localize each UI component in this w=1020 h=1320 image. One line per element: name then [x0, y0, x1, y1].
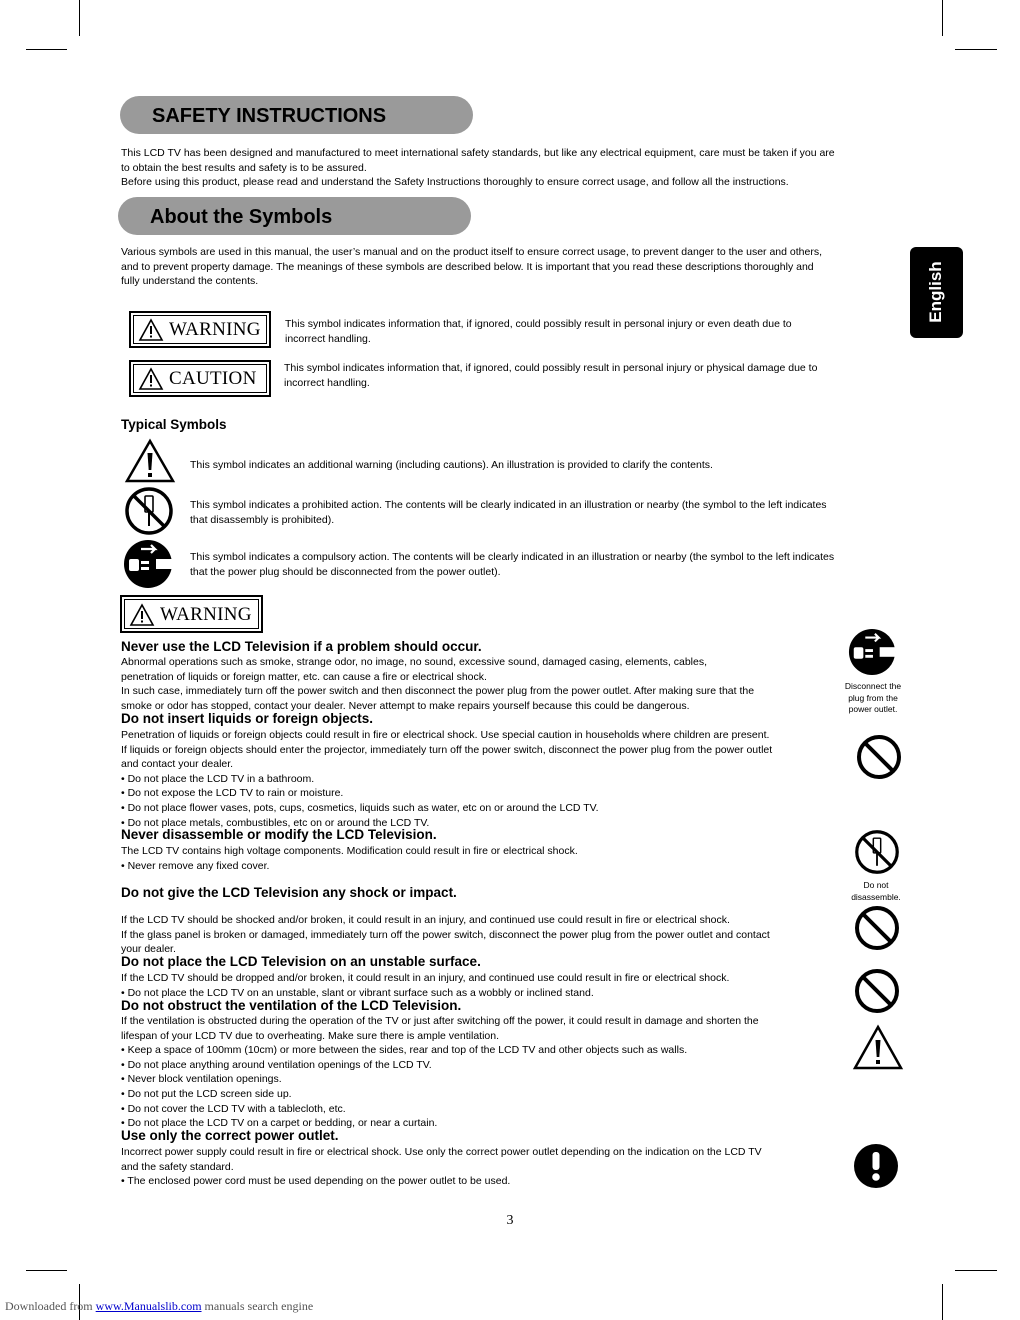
- crop-mark: [955, 1270, 997, 1271]
- safety-title-banner: [120, 96, 473, 134]
- typical-symbol-text-2: This symbol indicates a prohibited action. The contents will be clearly indicated in an illustration or nearby (the symbol to the left indicates that disassembly is prohibited).: [190, 499, 827, 526]
- crop-mark: [942, 0, 943, 36]
- warning-triangle-icon: [853, 1025, 903, 1070]
- caution-description: This symbol indicates information that, if ignored, could possibly result in personal injury or physical damage due to incorrect handling.: [284, 362, 818, 389]
- language-tab: [910, 247, 963, 338]
- section-body: The LCD TV contains high voltage components. Modification could result in fire or electrical shock. • Never remove any fixed cover.: [121, 845, 578, 872]
- section-body: If the LCD TV should be dropped and/or broken, it could result in an injury, and continued use could result in fire or electrical shock. • Do not place the LCD TV on an unstable, slant or vibrant surface such as a wobbly or inclined stand.: [121, 972, 730, 999]
- unplug-icon: [123, 539, 173, 589]
- section-heading: Do not insert liquids or foreign objects.: [121, 711, 374, 726]
- typical-symbols-heading: Typical Symbols: [121, 417, 227, 432]
- crop-mark: [955, 49, 997, 50]
- warning-section-sign: [120, 595, 263, 633]
- intro-text: This LCD TV has been designed and manufactured to meet international safety standards, but like any electrical equipment, care must be taken if you are to obtain the best results and safety is to be assured. Before using this product, please read and understand the Safety Instructions thoroughly to ensure correct usage, and follow all the instructions.: [121, 147, 835, 189]
- warning-section-word: WARNING: [160, 604, 252, 625]
- section-heading: Do not give the LCD Television any shock or impact.: [121, 885, 457, 900]
- section-body: If the ventilation is obstructed during the operation of the TV or just after switching off the power, it could result in damage and shorten the lifespan of your LCD TV due to overheating. Make sure there is ample ventilation. • Keep a space of 100mm (10cm) or more between the sides, rear and top of the LCD TV and other objects such as walls. • Do not place anything around ventilation openings of the LCD TV. • Never block ventilation openings. • Do not put the LCD screen side up. • Do not cover the LCD TV with a tablecloth, etc. • Do not place the LCD TV on a carpet or bedding, or near a curtain.: [121, 1015, 759, 1130]
- section-heading: Never use the LCD Television if a problem should occur.: [121, 639, 482, 654]
- section-body: Penetration of liquids or foreign objects could result in fire or electrical shock. Use special caution in households where children are present. If liquids or foreign objects should enter the projector, immediately turn off the power switch, disconnect the power plug from the power outlet and contact your dealer. • Do not place the LCD TV in a bathroom. • Do not expose the LCD TV to rain or moisture. • Do not place flower vases, pots, cups, cosmetics, liquids such as water, etc on or around the LCD TV. • Do not place metals, combustibles, etc on or around the LCD TV.: [121, 729, 773, 829]
- warning-triangle-icon: [125, 439, 175, 483]
- section-heading: Do not obstruct the ventilation of the LCD Television.: [121, 998, 462, 1013]
- symbols-intro-text: Various symbols are used in this manual, the user’s manual and on the product itself to ensure correct usage, to prevent danger to the user and others, and to prevent property damage. The meanings of these symbols are described below. It is important that you read these descriptions thoroughly and fully understand the contents.: [121, 246, 822, 288]
- mandatory-action-icon: [853, 1143, 899, 1189]
- manualslib-link[interactable]: www.Manualslib.com: [95, 1299, 202, 1313]
- caution-sign: [129, 360, 271, 397]
- warning-description: This symbol indicates information that, if ignored, could possibly result in personal injury or even death due to incorrect handling.: [285, 318, 792, 345]
- prohibited-icon: [854, 905, 900, 951]
- download-footer: Downloaded from www.Manualslib.com manuals search engine: [5, 1299, 314, 1313]
- prohibited-icon: [856, 734, 902, 780]
- unplug-caption: Disconnect the plug from the power outlet.: [844, 681, 902, 714]
- typical-symbol-text-3: This symbol indicates a compulsory action. The contents will be clearly indicated in an illustration or nearby (the symbol to the left indicates that the power plug should be disconnected from the power outlet).: [190, 551, 835, 578]
- language-tab-label: English: [926, 261, 945, 323]
- no-disassembly-icon: [854, 829, 900, 875]
- crop-mark: [79, 0, 80, 36]
- caution-word: CAUTION: [169, 368, 257, 389]
- warning-triangle-icon: [139, 319, 163, 341]
- warning-sign: [129, 311, 271, 348]
- crop-mark: [942, 1284, 943, 1320]
- symbols-title-banner: [118, 197, 471, 235]
- section-body: Incorrect power supply could result in fire or electrical shock. Use only the correct power outlet depending on the indication on the LCD TV and the safety standard. • The enclosed power cord must be used depending on the power outlet to be used.: [121, 1146, 762, 1188]
- warning-word: WARNING: [169, 319, 261, 340]
- unplug-icon: [848, 628, 896, 676]
- page-number: 3: [506, 1213, 514, 1228]
- safety-title: SAFETY INSTRUCTIONS: [152, 105, 387, 127]
- section-heading: Never disassemble or modify the LCD Television.: [121, 827, 437, 842]
- section-heading: Use only the correct power outlet.: [121, 1128, 339, 1143]
- section-heading: Do not place the LCD Television on an unstable surface.: [121, 954, 481, 969]
- typical-symbol-text-1: This symbol indicates an additional warning (including cautions). An illustration is provided to clarify the contents.: [190, 459, 713, 471]
- section-body: If the LCD TV should be shocked and/or broken, it could result in an injury, and continued use could result in fire or electrical shock. If the glass panel is broken or damaged, immediately turn off the power switch, disconnect the power plug from the power outlet and contact your dealer.: [121, 914, 770, 956]
- prohibited-icon: [854, 968, 900, 1014]
- no-disassembly-icon: [124, 486, 174, 536]
- disassemble-caption: Do not disassemble.: [851, 880, 901, 902]
- section-body: Abnormal operations such as smoke, strange odor, no image, no sound, excessive sound, damaged casing, elements, cables, penetration of liquids or foreign matter, etc. can cause a fire or electrical shock. In such case, immediately turn off the power switch and then disconnect the power plug from the power outlet. After making sure that the smoke or odor has stopped, contact your dealer. Never attempt to make repairs yourself because this could be dangerous.: [121, 656, 755, 712]
- crop-mark: [26, 1270, 67, 1271]
- symbols-title: About the Symbols: [150, 206, 333, 228]
- caution-triangle-icon: [139, 368, 163, 390]
- crop-mark: [26, 49, 67, 50]
- warning-triangle-icon: [130, 604, 154, 626]
